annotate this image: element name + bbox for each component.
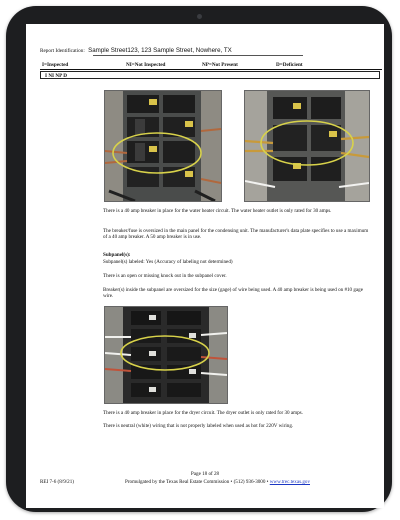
- legend-not-present: NP=Not Present: [202, 62, 238, 68]
- camera-dot: [197, 14, 202, 19]
- trec-promulgated-text: Promulgated by the Texas Real Estate Commission • (512) 936-3000 •: [125, 479, 270, 485]
- trec-footer: [125, 479, 310, 485]
- finding-condensing-unit-breaker: The breaker/fuse is oversized in the main panel for the condensing unit. The manufacturer's data plate specifies to use a maximum of a 40 amp breaker. A 50 amp breaker is in use.: [103, 228, 369, 241]
- finding-missing-knockout: There is an open or missing knock out in the subpanel cover.: [103, 273, 227, 279]
- inspection-columns-box: I NI NP D: [40, 71, 380, 79]
- subpanel-heading: Subpanel(s):: [103, 252, 131, 258]
- legend-deficient: D=Deficient: [276, 62, 303, 68]
- trec-website-link[interactable]: www.trec.texas.gov: [269, 479, 310, 485]
- subpanel-labeled: Subpanel(s) labeled: Yes (Accuracy of labeling not determined): [103, 259, 233, 265]
- finding-water-heater-breaker: There is a 40 amp breaker in place for the water heater circuit. The water heater outlet is only rated for 30 amps.: [103, 208, 332, 214]
- document-screen[interactable]: [26, 24, 384, 508]
- report-id-underline: [93, 55, 303, 56]
- report-id-value: Sample Street123, 123 Sample Street, Nowhere, TX: [88, 47, 232, 54]
- legend-not-inspected: NI=Not Inspected: [126, 62, 166, 68]
- report-id-label: Report Identification:: [40, 48, 85, 54]
- finding-dryer-breaker: There is a 40 amp breaker in place for the dryer circuit. The dryer outlet is only rated for 30 amps.: [103, 410, 303, 416]
- finding-oversized-subpanel-breakers: Breaker(s) inside the subpanel are oversized for the size (gage) of wire being used. A 40 amp breaker is being used on #10 gage wire.: [103, 287, 363, 300]
- tablet-frame: [6, 6, 392, 512]
- report-page: [26, 24, 384, 508]
- photo-dryer-breaker[interactable]: [104, 306, 228, 404]
- photo-condensing-unit-breaker[interactable]: [244, 90, 370, 202]
- legend-inspected: I=Inspected: [42, 62, 69, 68]
- page-number: Page 18 of 28: [190, 471, 220, 477]
- photo-water-heater-breaker[interactable]: [104, 90, 222, 202]
- finding-neutral-wiring: There is neutral (white) wiring that is not properly labeled when used as hot for 220V wiring.: [103, 423, 294, 429]
- form-number: REI 7-6 (8/9/21): [40, 479, 74, 485]
- legend-rule: [40, 69, 382, 70]
- report-identification: [40, 47, 370, 54]
